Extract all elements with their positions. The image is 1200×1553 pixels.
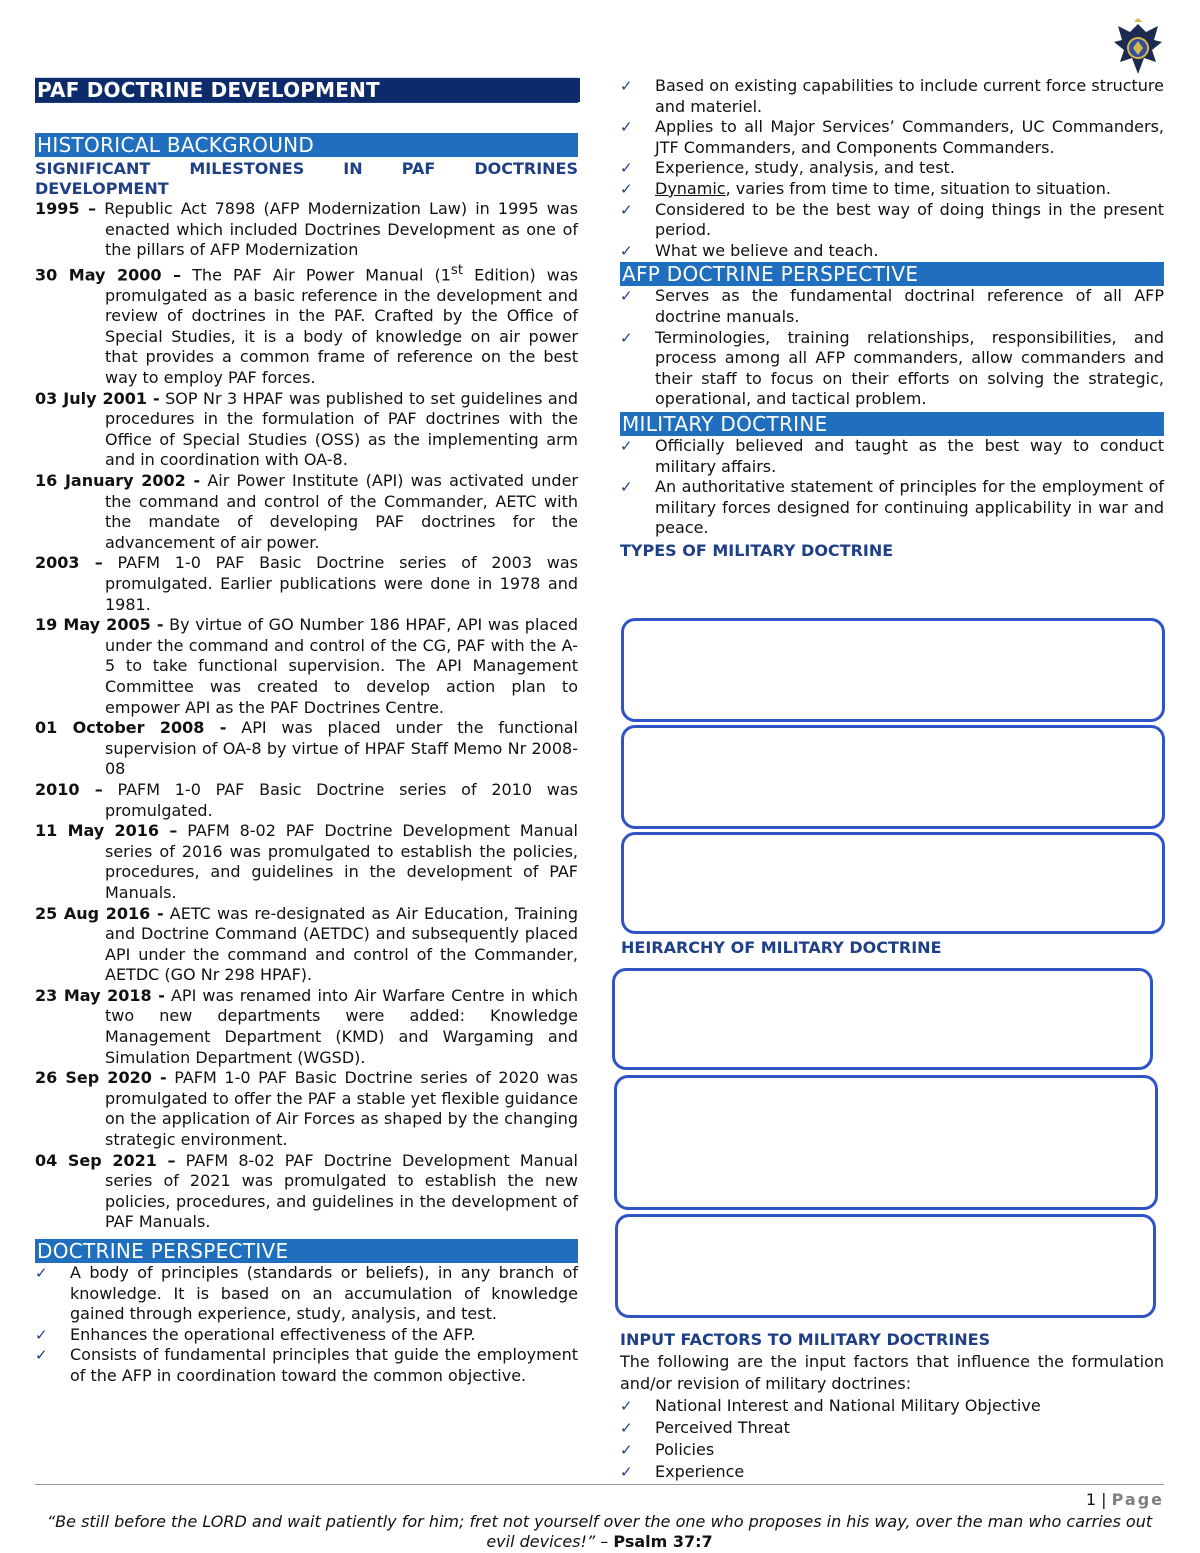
milestone-entry: 01 October 2008 - API was placed under the functional supervision of OA-8 by virtue of HPAF Staff Memo Nr 2008-08 [35, 718, 578, 779]
list-item: ✓ Consists of fundamental principles that guide the employment of the AFP in coordination toward the common objective. [35, 1345, 578, 1385]
doctrine-perspective-heading: DOCTRINE PERSPECTIVE [35, 1239, 578, 1263]
input-factors-heading: INPUT FACTORS TO MILITARY DOCTRINES [620, 1330, 991, 1349]
milestone-entry: 1995 – Republic Act 7898 (AFP Modernization Law) in 1995 was enacted which included Doctrines Development as one of the pillars of AFP Modernization [35, 199, 578, 260]
list-item: ✓ Experience, study, analysis, and test. [620, 158, 955, 178]
list-item: ✓ National Interest and National Military Objective [620, 1396, 1041, 1415]
right-column [620, 76, 1164, 561]
types-box-3 [621, 832, 1165, 934]
hierarchy-box-1 [612, 968, 1153, 1070]
check-mark-icon: ✓ [620, 328, 633, 347]
footer-divider [35, 1484, 1164, 1485]
milestone-entry: 2003 – PAFM 1-0 PAF Basic Doctrine series of 2003 was promulgated. Earlier publications were done in 1978 and 1981. [35, 553, 578, 614]
hierarchy-box-2 [614, 1075, 1158, 1210]
check-mark-icon: ✓ [620, 159, 633, 178]
milestone-date: 26 Sep 2020 - [35, 1068, 167, 1088]
check-mark-icon: ✓ [35, 1346, 48, 1365]
milestone-date: 2003 – [35, 553, 103, 573]
footer-quote: “Be still before the LORD and wait patiently for him; fret not yourself over the one who proposes in his way, over the man who carries out evil devices!” – Psalm 37:7 [46, 1512, 1153, 1551]
milestone-date: 30 May 2000 – [35, 265, 182, 285]
page-number: 1 | Page [1085, 1490, 1164, 1509]
list-item: ✓ Perceived Threat [620, 1418, 790, 1437]
milestone-date: 19 May 2005 - [35, 615, 164, 635]
dynamic-word: Dynamic [655, 178, 726, 198]
milestone-date: 25 Aug 2016 - [35, 903, 164, 923]
list-item: ✓ Considered to be the best way of doing things in the present period. [620, 199, 1164, 240]
military-doctrine-heading: MILITARY DOCTRINE [620, 412, 1164, 436]
milestone-date: 04 Sep 2021 – [35, 1150, 176, 1170]
milestone-date: 01 October 2008 - [35, 718, 227, 738]
list-item: ✓ Policies [620, 1440, 715, 1459]
milestone-entry: 23 May 2018 - API was renamed into Air Warfare Centre in which two new departments were added: Knowledge Management Department (KMD) and Wargaming and Simulation Department (WGSD). [35, 985, 578, 1067]
document-title-bar [35, 77, 578, 103]
milestone-entry: 11 May 2016 – PAFM 8-02 PAF Doctrine Development Manual series of 2016 was promulgated to establish the policies, procedures, and guidelines in the development of PAF Manuals. [35, 821, 578, 902]
types-of-military-doctrine-heading: TYPES OF MILITARY DOCTRINE [620, 540, 894, 560]
list-item: ✓ A body of principles (standards or beliefs), in any branch of knowledge. It is based on an accumulation of knowledge gained through experience, study, analysis, and test. [35, 1263, 578, 1324]
check-mark-icon: ✓ [620, 77, 633, 95]
list-item: ✓ Officially believed and taught as the best way to conduct military affairs. [620, 435, 1164, 476]
milestone-entry: 03 July 2001 - SOP Nr 3 HPAF was published to set guidelines and procedures in the formulation of PAF doctrines with the Office of Special Studies (OSS) as the implementing arm and in coordination with OA-8. [35, 388, 579, 470]
milestone-entry: 26 Sep 2020 - PAFM 1-0 PAF Basic Doctrine series of 2020 was promulgated to offer the PAF a stable yet flexible guidance on the application of Air Forces as shaped by the changing strategic environment. [35, 1068, 578, 1150]
check-mark-icon: ✓ [620, 200, 633, 219]
check-mark-icon: ✓ [35, 1325, 48, 1344]
military-doctrine-list [620, 436, 1164, 539]
list-item: ✓ What we believe and teach. [620, 240, 879, 260]
check-mark-icon: ✓ [620, 1397, 633, 1415]
milestone-entry: 25 Aug 2016 - AETC was re-designated as Air Education, Training and Doctrine Command (AETDC) and subsequently placed API under the command and control of the Commander, AETDC (GO Nr 298 HPAF). [35, 903, 579, 985]
eagle-emblem-icon [1110, 18, 1166, 80]
list-item: ✓ Enhances the operational effectiveness of the AFP. [35, 1324, 476, 1344]
historical-background-heading: HISTORICAL BACKGROUND [35, 133, 578, 157]
list-item: ✓ Serves as the fundamental doctrinal reference of all AFP doctrine manuals. [620, 286, 1164, 326]
milestone-date: 11 May 2016 – [35, 821, 178, 841]
milestone-date: 1995 – [35, 199, 97, 218]
milestone-date: 2010 – [35, 779, 103, 799]
input-factors-section [620, 1330, 1164, 1483]
milestone-entry: 2010 – PAFM 1-0 PAF Basic Doctrine series of 2010 was promulgated. [35, 779, 578, 820]
input-factors-list [620, 1395, 1164, 1483]
milestone-entry: 16 January 2002 - Air Power Institute (API) was activated under the command and control of the Commander, AETC with the mandate of developing PAF doctrines for the advancement of air power. [35, 471, 579, 552]
check-mark-icon: ✓ [620, 1441, 633, 1459]
list-item: ✓ An authoritative statement of principles for the employment of military forces designed for continuing applicability in war and peace. [620, 477, 1164, 538]
hierarchy-of-military-doctrine-heading: HEIRARCHY OF MILITARY DOCTRINE [621, 938, 942, 957]
types-box-2 [621, 725, 1165, 829]
left-column [35, 133, 578, 1387]
check-mark-icon: ✓ [620, 1419, 633, 1437]
milestone-date: 16 January 2002 - [35, 471, 201, 491]
check-mark-icon: ✓ [620, 436, 633, 455]
milestone-entry: 30 May 2000 – The PAF Air Power Manual (1st Edition) was promulgated as a basic reference in the development and review of doctrines in the PAF. Crafted by the Office of Special Studies, it is a body of knowledge on air power that provides a common frame of reference on the best way to employ PAF forces. [35, 262, 579, 388]
list-item: ✓ Based on existing capabilities to include current force structure and materiel. [620, 76, 1164, 116]
list-item: ✓ Applies to all Major Services’ Commanders, UC Commanders, JTF Commanders, and Components Commanders. [620, 117, 1164, 157]
hierarchy-box-3 [615, 1214, 1156, 1318]
milestone-date: 23 May 2018 - [35, 985, 165, 1005]
afp-perspective-list [620, 286, 1164, 410]
check-mark-icon: ✓ [35, 1264, 48, 1283]
list-item: ✓ Experience [620, 1462, 745, 1481]
check-mark-icon: ✓ [620, 118, 633, 137]
milestone-entry: 04 Sep 2021 – PAFM 8-02 PAF Doctrine Development Manual series of 2021 was promulgated to establish the new policies, procedures, and guidelines in the development of PAF Manuals. [35, 1150, 578, 1232]
input-factors-intro: The following are the input factors that influence the formulation and/or revision of military doctrines: [620, 1352, 1164, 1393]
milestone-list [35, 199, 578, 1233]
afp-doctrine-perspective-heading: AFP DOCTRINE PERSPECTIVE [620, 262, 1164, 286]
check-mark-icon: ✓ [620, 478, 633, 497]
milestone-date: 03 July 2001 - [35, 388, 160, 408]
milestone-entry: 19 May 2005 - By virtue of GO Number 186 HPAF, API was placed under the command and control of the CG, PAF with the A-5 to take functional supervision. The API Management Committee was created to develop action plan to empower API as the PAF Doctrines Centre. [35, 615, 578, 717]
check-mark-icon: ✓ [620, 1463, 633, 1481]
check-mark-icon: ✓ [620, 287, 633, 306]
list-item: ✓ Terminologies, training relationships, responsibilities, and process among all AFP commanders, allow commanders and their staff to focus on their efforts on solving the strategic, operational, and tactical problem. [620, 327, 1164, 409]
milestones-subheading: SIGNIFICANT MILESTONES IN PAF DOCTRINES DEVELOPMENT [35, 159, 578, 198]
document-title: PAF DOCTRINE DEVELOPMENT [35, 78, 580, 102]
doctrine-perspective-list [35, 1263, 578, 1387]
list-item: ✓ Dynamic, varies from time to time, situation to situation. [620, 178, 1111, 198]
doctrine-perspective-cont-list [620, 76, 1164, 261]
check-mark-icon: ✓ [620, 241, 633, 260]
types-box-1 [621, 618, 1165, 722]
check-mark-icon: ✓ [620, 179, 633, 198]
